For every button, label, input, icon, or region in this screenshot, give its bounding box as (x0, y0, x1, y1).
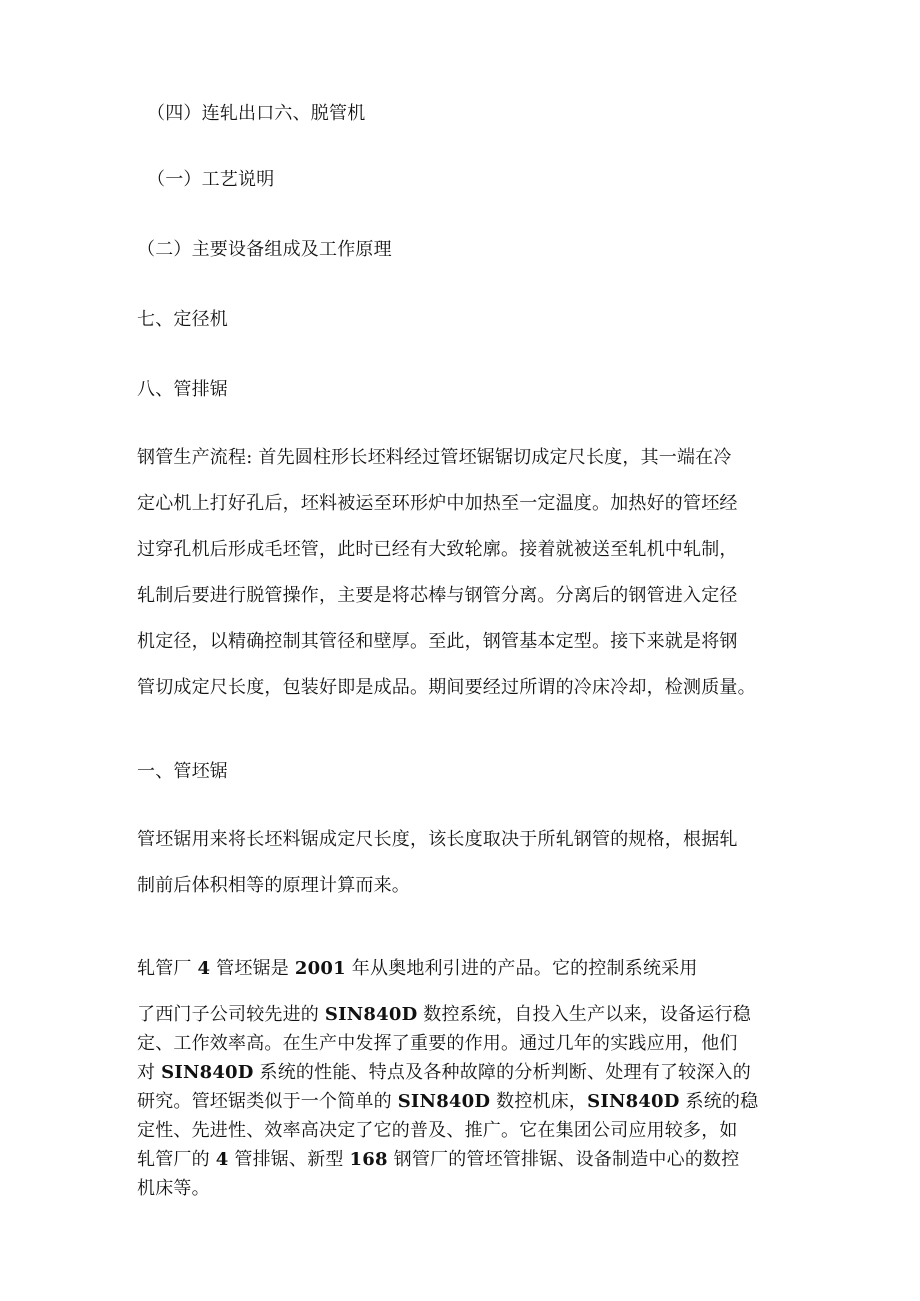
text-line: 过穿孔机后形成毛坯管，此时已经有大致轮廓。接着就被送至轧机中轧制， (137, 539, 738, 560)
text-run: 管排锯、新型 (228, 1149, 350, 1170)
text-run: 数控系统，自投入生产以来，设备运行稳 (417, 1004, 751, 1025)
text-run-bold: 4 (197, 958, 211, 979)
text-run: 了西门子公司较先进的 (137, 1004, 325, 1025)
text-line (137, 1087, 758, 1116)
text-run-bold: 4 (215, 1149, 229, 1170)
text-line: 制前后体积相等的原理计算而来。 (137, 875, 410, 896)
text-line: 管坯锯用来将长坯料锯成定尺长度，该长度取决于所轧钢管的规格，根据轧 (137, 829, 738, 850)
text-line: 钢管生产流程: 首先圆柱形长坯料经过管坯锯锯切成定尺长度，其一端在冷 (137, 447, 732, 468)
text-line: 定、工作效率高。在生产中发挥了重要的作用。通过几年的实践应用，他们 (137, 1033, 738, 1054)
text-line: 定心机上打好孔后，坯料被运至环形炉中加热至一定温度。加热好的管坯经 (137, 493, 738, 514)
text-line (137, 1058, 758, 1087)
text-line (137, 1000, 758, 1029)
text-line: 管切成定尺长度，包装好即是成品。期间要经过所谓的冷床冷却，检测质量。 (137, 677, 756, 698)
heading-main-equipment: （二）主要设备组成及工作原理 (137, 239, 392, 260)
text-run: 系统的稳 (679, 1091, 759, 1112)
text-run: 对 (137, 1062, 162, 1083)
paragraph-production-flow (137, 435, 756, 711)
heading-sizing-mill: 七、定径机 (137, 309, 228, 330)
heading-process-description: （一）工艺说明 (147, 169, 275, 190)
text-run-bold: SIN840D (397, 1091, 491, 1112)
paragraph-siemens-system (137, 1000, 758, 1203)
text-run: 年从奥地利引进的产品。它的控制系统采用 (345, 958, 698, 979)
text-run: 数控机床， (490, 1091, 588, 1112)
text-line: 轧制后要进行脱管操作，主要是将芯棒与钢管分离。分离后的钢管进入定径 (137, 585, 738, 606)
text-run-bold: SIN840D (324, 1004, 418, 1025)
text-run: 系统的性能、特点及各种故障的分析判断、处理有了较深入的 (253, 1062, 751, 1083)
text-run-bold: 2001 (294, 958, 346, 979)
text-run: 轧管厂 (137, 958, 198, 979)
text-run-bold: SIN840D (161, 1062, 254, 1083)
text-line: 定性、先进性、效率高决定了它的普及、推广。它在集团公司应用较多，如 (137, 1120, 738, 1141)
text-line: 机床等。 (137, 1178, 210, 1199)
paragraph-billet-saw (137, 817, 738, 909)
text-run: 管坯锯是 (210, 958, 295, 979)
text-line: 机定径，以精确控制其管径和壁厚。至此，钢管基本定型。接下来就是将钢 (137, 631, 738, 652)
heading-pipe-row-saw: 八、管排锯 (137, 379, 228, 400)
text-run: 钢管厂的管坯管排锯、设备制造中心的数控 (387, 1149, 740, 1170)
text-run-bold: 168 (349, 1149, 388, 1170)
paragraph-plant-intro (137, 957, 698, 981)
text-run: 轧管厂的 (137, 1149, 216, 1170)
heading-billet-saw: 一、管坯锯 (137, 761, 228, 782)
text-line (137, 1145, 758, 1174)
text-run: 研究。管坯锯类似于一个简单的 (137, 1091, 398, 1112)
text-run-bold: SIN840D (587, 1091, 680, 1112)
heading-continuous-rolling-exit: （四）连轧出口六、脱管机 (147, 103, 366, 124)
